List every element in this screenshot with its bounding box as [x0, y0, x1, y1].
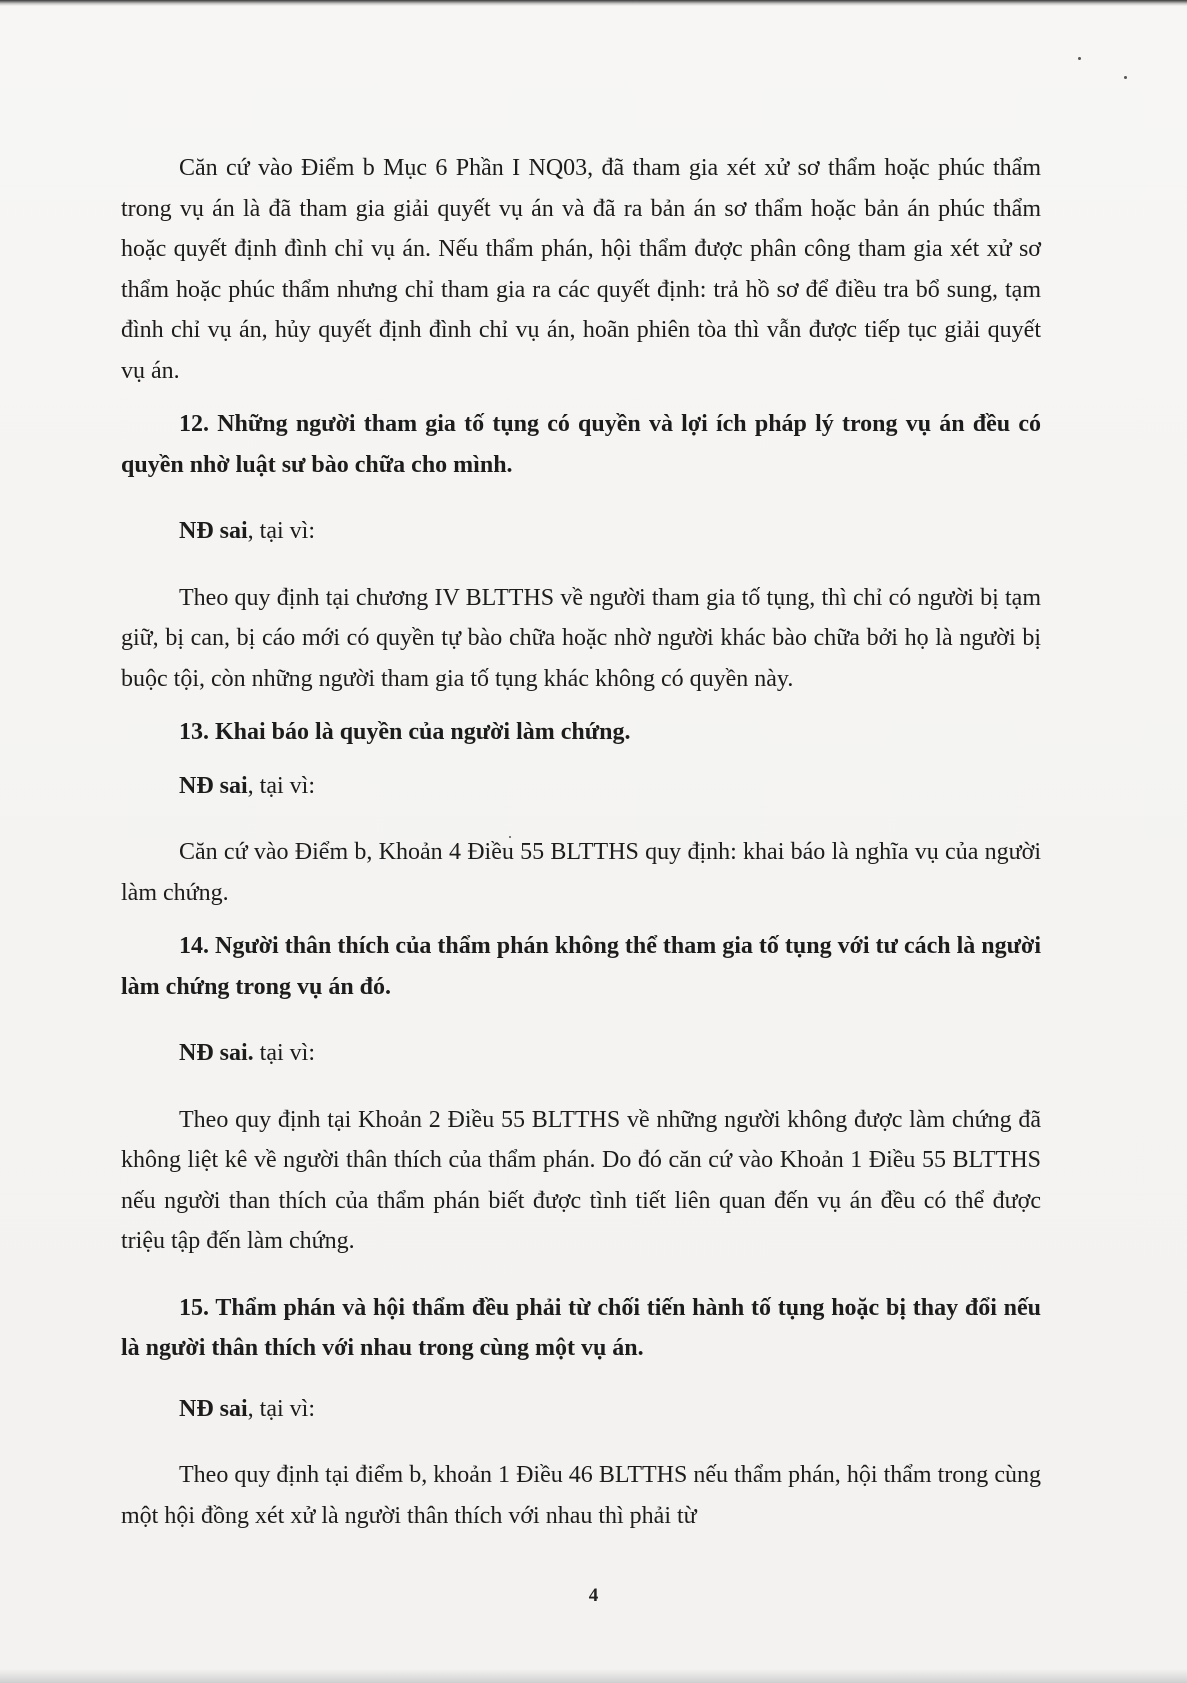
verdict-13 [121, 766, 1041, 807]
verdict-suffix: , tại vì: [247, 1395, 315, 1422]
scan-top-edge [0, 0, 1187, 6]
answer-15: Theo quy định tại điểm b, khoản 1 Điều 46 BLTTHS nếu thẩm phán, hội thẩm trong cùng một hội đồng xét xử là người thân thích với nhau thì phải từ [121, 1462, 1041, 1529]
document-body [121, 148, 1041, 1536]
question-12: 12. Những người tham gia tố tụng có quyền và lợi ích pháp lý trong vụ án đều có quyền nhờ luật sư bào chữa cho mình. [121, 411, 1041, 478]
verdict-suffix: , tại vì: [247, 772, 315, 799]
verdict-label: NĐ sai [179, 518, 248, 544]
verdict-label: NĐ sai [179, 1395, 248, 1422]
question-14: 14. Người thân thích của thẩm phán không thể tham gia tố tụng với tư cách là người làm chứng trong vụ án đó. [121, 933, 1041, 1000]
scan-speck [1124, 76, 1127, 79]
verdict-15 [121, 1389, 1041, 1430]
answer-13: Căn cứ vào Điểm b, Khoản 4 Điều 55 BLTTHS quy định: khai báo là nghĩa vụ của người làm chứng. [121, 839, 1041, 906]
question-15: 15. Thẩm phán và hội thẩm đều phải từ chối tiến hành tố tụng hoặc bị thay đổi nếu là người thân thích với nhau trong cùng một vụ án. [121, 1294, 1041, 1361]
scan-bottom-edge [0, 1669, 1187, 1683]
answer-12: Theo quy định tại chương IV BLTTHS về người tham gia tố tụng, thì chỉ có người bị tạm giữ, bị can, bị cáo mới có quyền tự bào chữa hoặc nhờ người khác bào chữa bởi họ là người bị buộc tội, còn những người tham gia tố tụng khác không có quyền này. [121, 584, 1041, 692]
answer-14: Theo quy định tại Khoản 2 Điều 55 BLTTHS về những người không được làm chứng đã không liệt kê về người thân thích của thẩm phán. Do đó căn cứ vào Khoản 1 Điều 55 BLTTHS nếu người than thích của thẩm phán biết được tình tiết liên quan đến vụ án đều có thể được triệu tập đến làm chứng. [121, 1106, 1041, 1254]
verdict-label: NĐ sai. [179, 1040, 254, 1066]
verdict-suffix: tại vì: [253, 1040, 315, 1066]
paragraph-intro: Căn cứ vào Điểm b Mục 6 Phần I NQ03, đã tham gia xét xử sơ thẩm hoặc phúc thẩm trong vụ án là đã tham gia giải quyết vụ án và đã ra bản án sơ thẩm hoặc bản án phúc thẩm hoặc quyết định đình chỉ vụ án. Nếu thẩm phán, hội thẩm được phân công tham gia xét xử sơ thẩm hoặc phúc thẩm nhưng chỉ tham gia ra các quyết định: trả hồ sơ để điều tra bổ sung, tạm đình chỉ vụ án, hủy quyết định đình chỉ vụ án, hoãn phiên tòa thì vẫn được tiếp tục giải quyết vụ án. [121, 155, 1041, 384]
verdict-label: NĐ sai [179, 772, 248, 799]
page-number: 4 [588, 1585, 599, 1606]
scan-speck [1078, 57, 1081, 60]
verdict-14 [121, 1033, 1041, 1074]
verdict-12 [121, 511, 1041, 552]
verdict-suffix: , tại vì: [247, 518, 315, 544]
question-13: 13. Khai báo là quyền của người làm chứng. [179, 719, 631, 745]
